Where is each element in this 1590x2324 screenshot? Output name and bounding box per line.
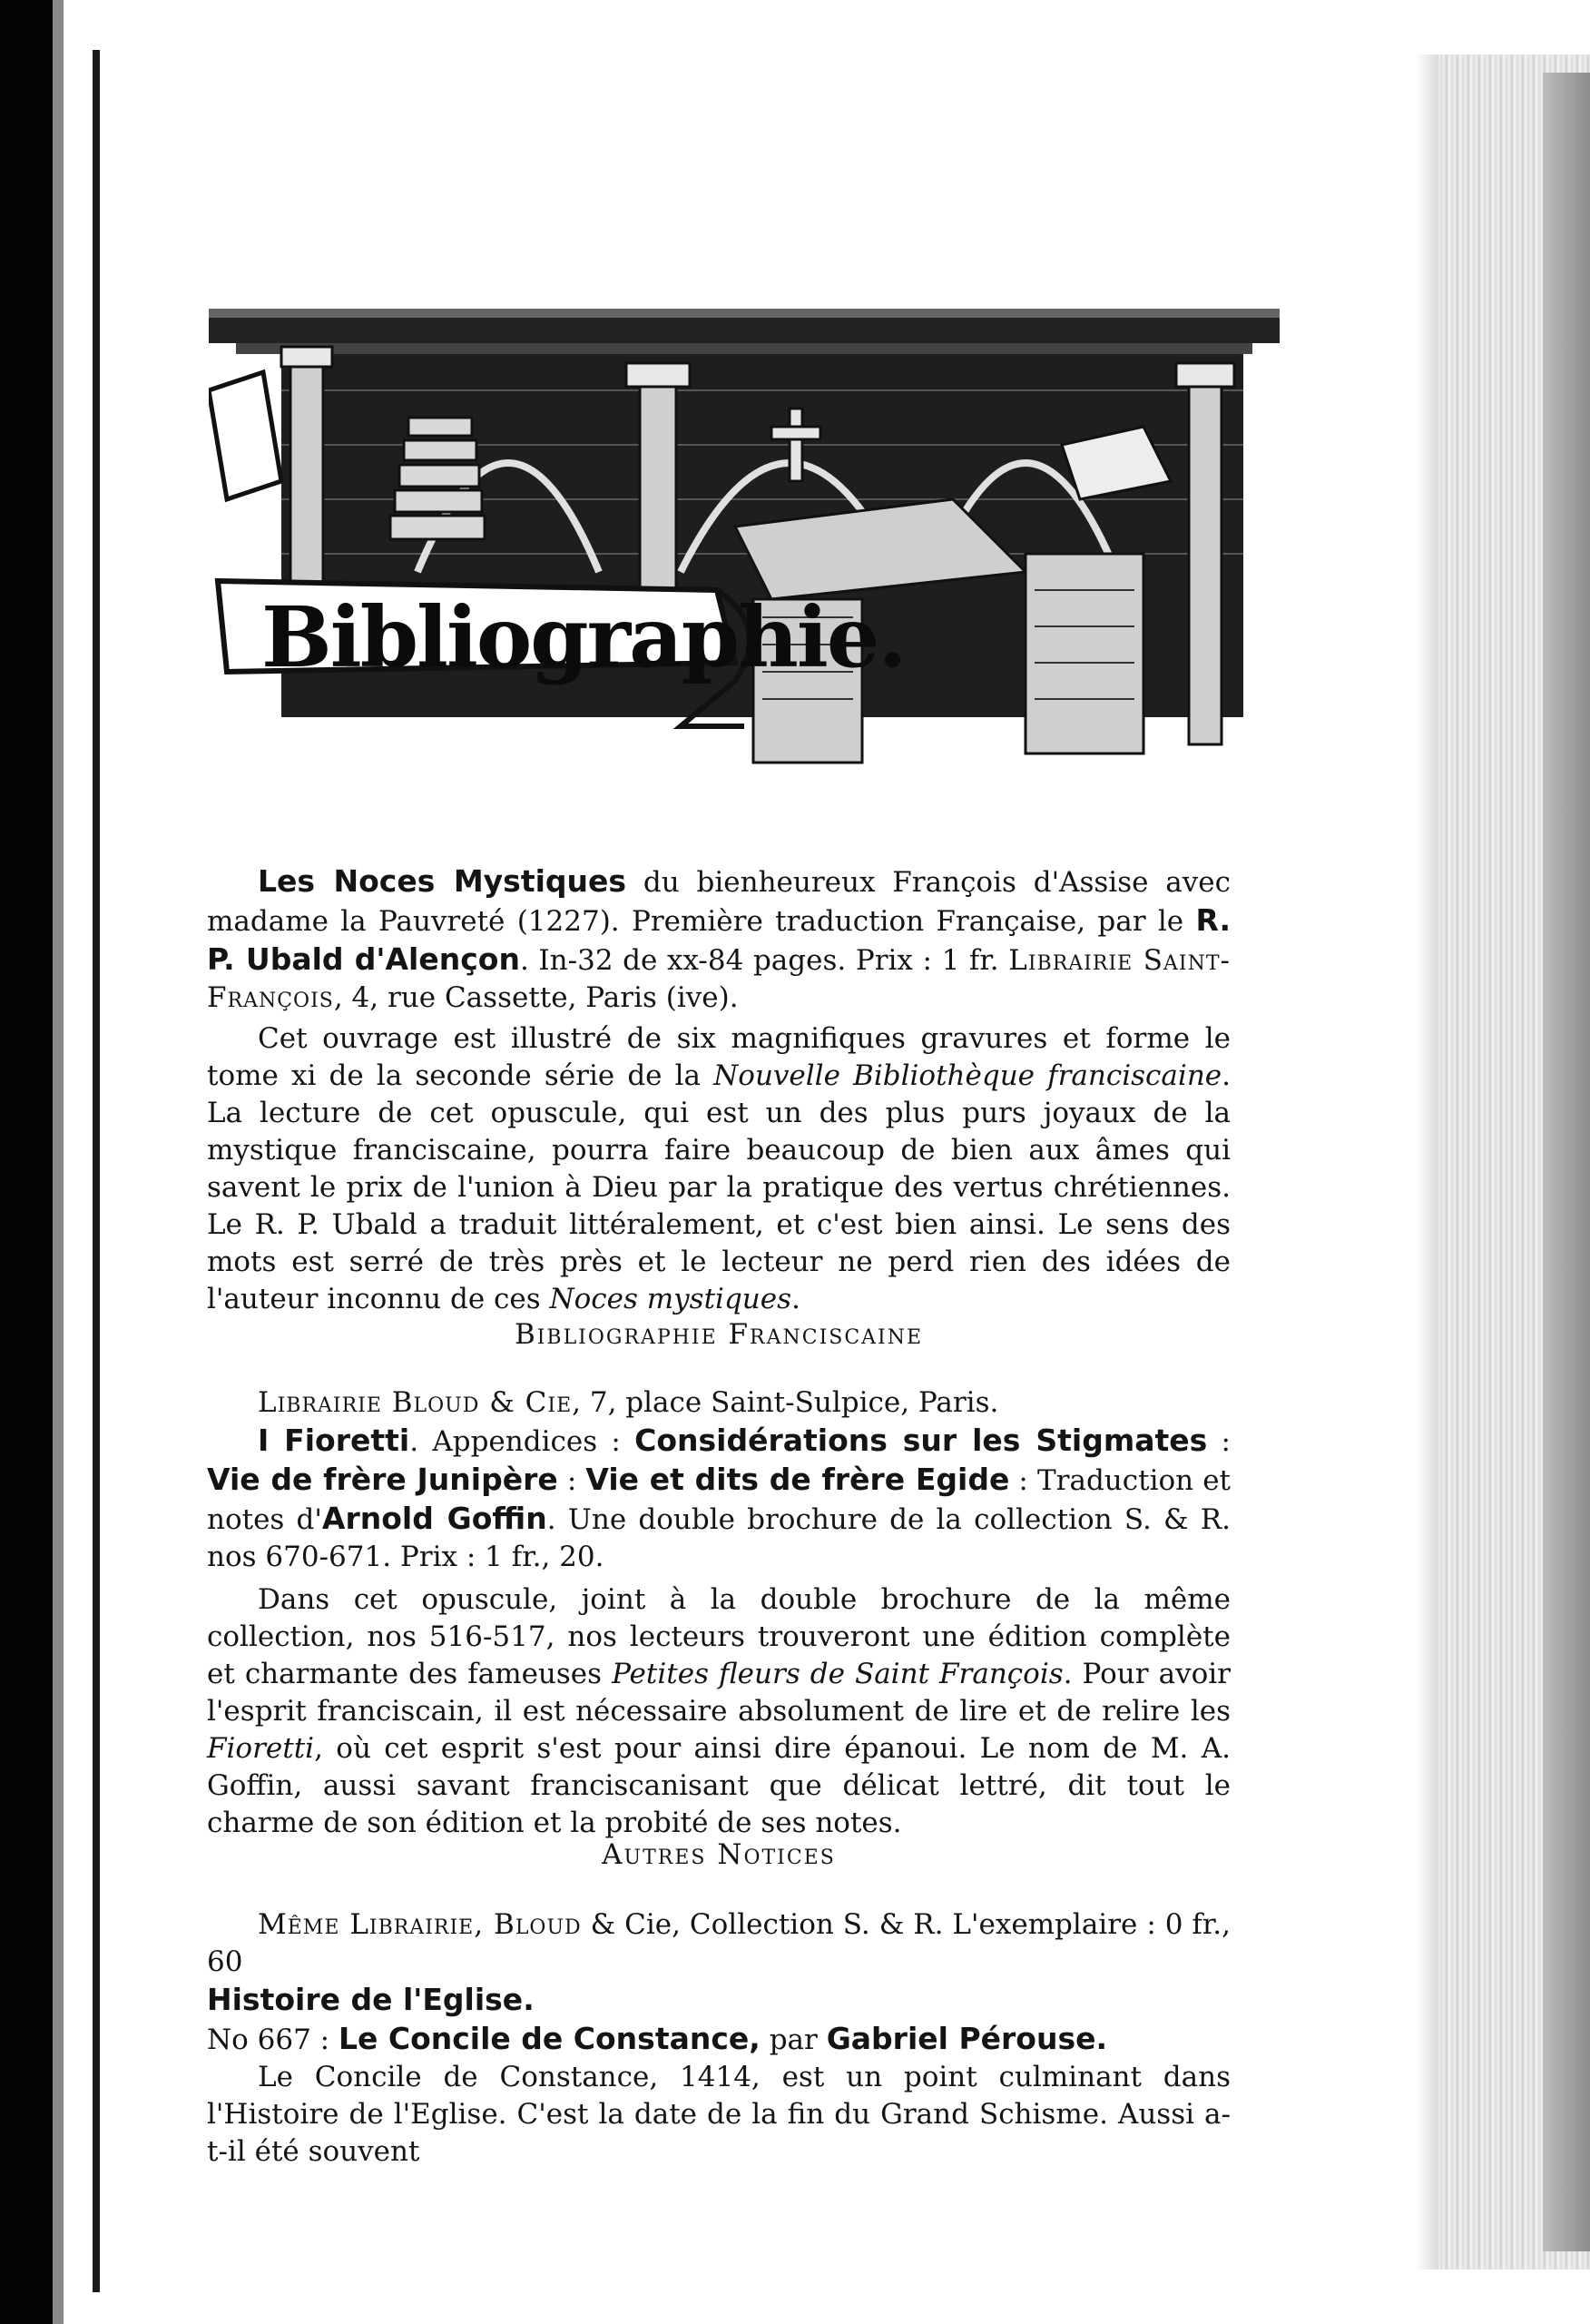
section-heading-bibliographie-franciscaine: Bibliographie Franciscaine [514, 1318, 924, 1351]
series-title: Histoire de l'Eglise. [207, 1982, 535, 2017]
page-edge-shadow [1416, 54, 1439, 2270]
header-engraving [209, 300, 1280, 781]
section-heading-autres-notices: Autres Notices [602, 1838, 836, 1871]
book-cover-edge [1543, 73, 1590, 2251]
binding-spine [0, 0, 53, 2324]
header-title: Bibliographie. [261, 588, 906, 686]
publisher-name: Librairie Bloud & Cie [258, 1386, 573, 1419]
author-name: Gabriel Pérouse. [826, 2021, 1108, 2056]
entry-noces-mystiques: Les Noces Mystiques du bienheureux François d'Assise avec madame la Pauvreté (1227). Première traduction Française, par le R. P. Ubald d'Alençon. In-32 de xx-84 pages. Prix : 1 fr. Librairie Saint-François, 4, rue Cassette, Paris (ive). Cet ouvrage est illustré de six magnifiques gravures et forme le tome xi de la seconde série de la Nouvelle Bibliothèque franciscaine. La lecture de cet opuscule, qui est un des plus purs joyaux de la mystique franciscaine, pourra faire beaucoup de bien aux âmes qui savent le prix de l'union à Dieu par la pratique des vertus chrétiennes. Le R. P. Ubald a traduit littéralement, et c'est bien ainsi. Le sens des mots est serré de très près et le lecteur ne perd rien des idées de l'auteur inconnu de ces Noces mystiques. [207, 863, 1232, 1315]
entry-concile-constance: Même Librairie, Bloud & Cie, Collection S. & R. L'exemplaire : 0 fr., 60 Histoire de l'Eglise. No 667 : Le Concile de Constance, par Gabriel Pérouse. Le Concile de Constance, 1414, est un point culminant dans l'Histoire de l'Eglise. C'est la date de la fin du Grand Schisme. Aussi a-t-il été souvent [207, 1908, 1231, 2168]
page-left-edge [93, 50, 100, 2292]
series-title: Nouvelle Bibliothèque franciscaine [713, 1059, 1222, 1092]
book-title: Le Concile de Constance, [338, 2021, 761, 2056]
translator-name: Arnold Goffin [321, 1501, 547, 1536]
publisher-name: Librairie Saint-François [207, 944, 1232, 1014]
author-name: R. P. Ubald d'Alençon [207, 902, 1231, 977]
entry-fioretti: Librairie Bloud & Cie, 7, place Saint-Sulpice, Paris. I Fioretti. Appendices : Considérations sur les Stigmates : Vie de frère Junipère : Vie et dits de frère Egide : Traduction et notes d'Arnold Goffin. Une double brochure de la collection S. & R. nos 670-671. Prix : 1 fr., 20. Dans cet opuscule, joint à la double brochure de la même collection, nos 516-517, nos lecteurs trouveront une édition complète et charmante des fameuses Petites fleurs de Saint François. Pour avoir l'esprit franciscain, il est nécessaire absolument de lire et de relire les Fioretti, où cet esprit s'est pour ainsi dire épanoui. Le nom de M. A. Goffin, aussi savant franciscanisant que délicat lettré, dit tout le charme de son édition et la probité de ses notes. [207, 1386, 1232, 1839]
engraving-illustration-icon [209, 300, 1280, 781]
binding-gutter [53, 0, 64, 2324]
publisher-name: Même Librairie, Bloud [258, 1908, 582, 1941]
book-title: Les Noces Mystiques [258, 863, 627, 899]
